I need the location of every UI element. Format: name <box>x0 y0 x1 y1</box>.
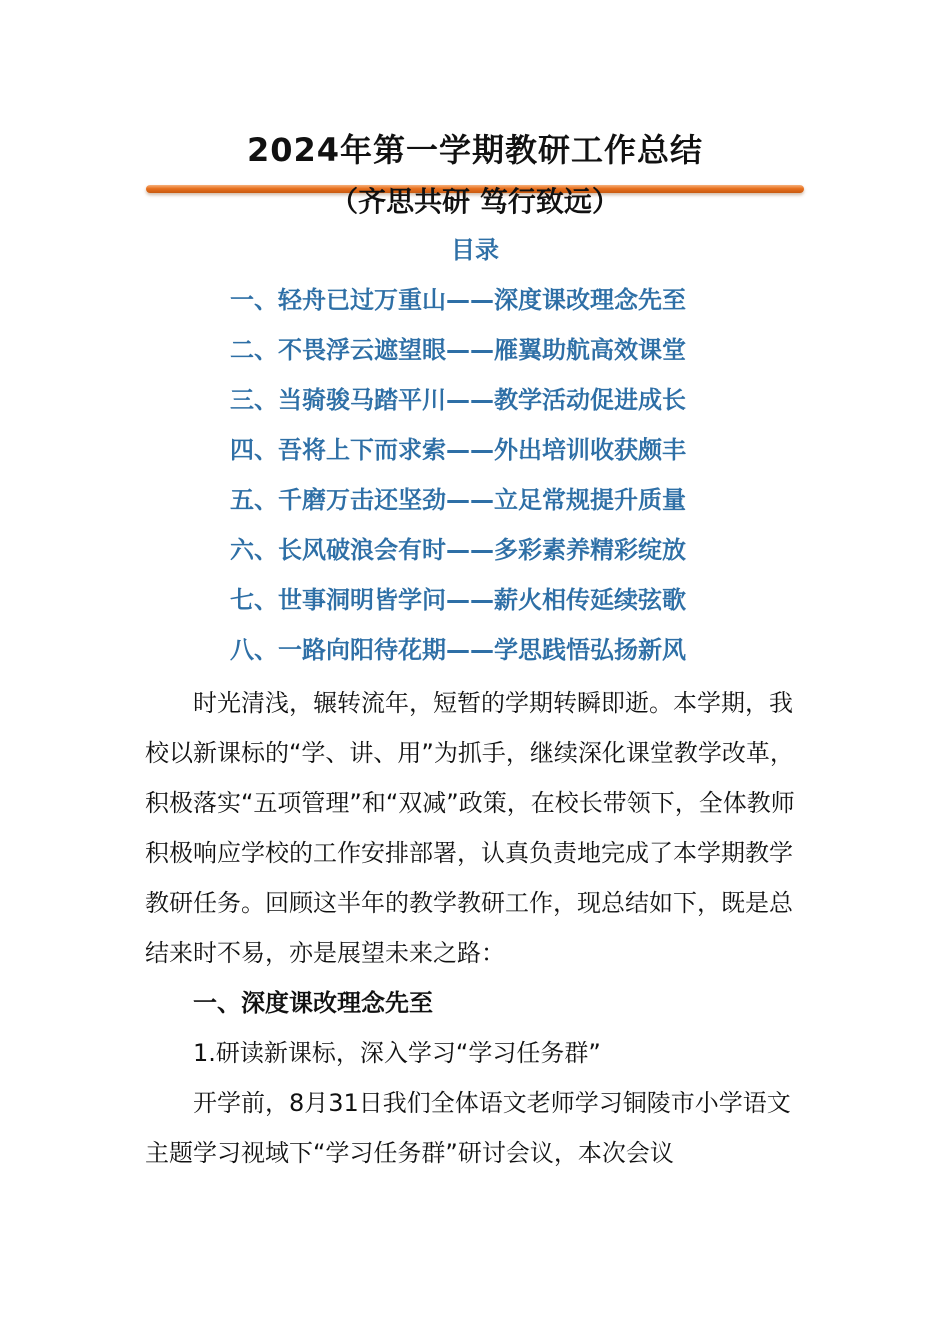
toc-item: 七、世事洞明皆学问——薪火相传延续弦歌 <box>230 586 686 614</box>
body-paragraph: 开学前，8月31日我们全体语文老师学习铜陵市小学语文主题学习视域下“学习任务群”研讨会议，本次会议 <box>145 1089 791 1167</box>
toc-item: 一、轻舟已过万重山——深度课改理念先至 <box>230 286 686 314</box>
toc-item: 六、长风破浪会有时——多彩素养精彩绽放 <box>230 536 686 564</box>
toc-item: 三、当骑骏马踏平川——教学活动促进成长 <box>230 386 686 414</box>
intro-paragraph: 时光清浅，辗转流年，短暂的学期转瞬即逝。本学期，我校以新课标的“学、讲、用”为抓手，继续深化课堂教学改革，积极落实“五项管理”和“双减”政策，在校长带领下，全体教师积极响应学校的工作安排部署，认真负责地完成了本学期教学教研任务。回顾这半年的教学教研工作，现总结如下，既是总结来时不易，亦是展望未来之路： <box>145 689 795 967</box>
table-of-contents <box>230 280 686 680</box>
toc-heading: 目录 <box>451 236 499 264</box>
subsection-heading: 1.研读新课标，深入学习“学习任务群” <box>193 1039 601 1067</box>
toc-item: 四、吾将上下而求索——外出培训收获颇丰 <box>230 436 686 464</box>
section-heading: 一、深度课改理念先至 <box>193 989 433 1017</box>
body-text <box>145 678 813 1178</box>
toc-item: 二、不畏浮云遮望眼——雁翼助航高效课堂 <box>230 336 686 364</box>
toc-item: 五、千磨万击还坚劲——立足常规提升质量 <box>230 486 686 514</box>
document-subtitle: （齐思共研 笃行致远） <box>330 185 620 218</box>
toc-item: 八、一路向阳待花期——学思践悟弘扬新风 <box>230 636 686 664</box>
document-title: 2024年第一学期教研工作总结 <box>246 131 704 169</box>
